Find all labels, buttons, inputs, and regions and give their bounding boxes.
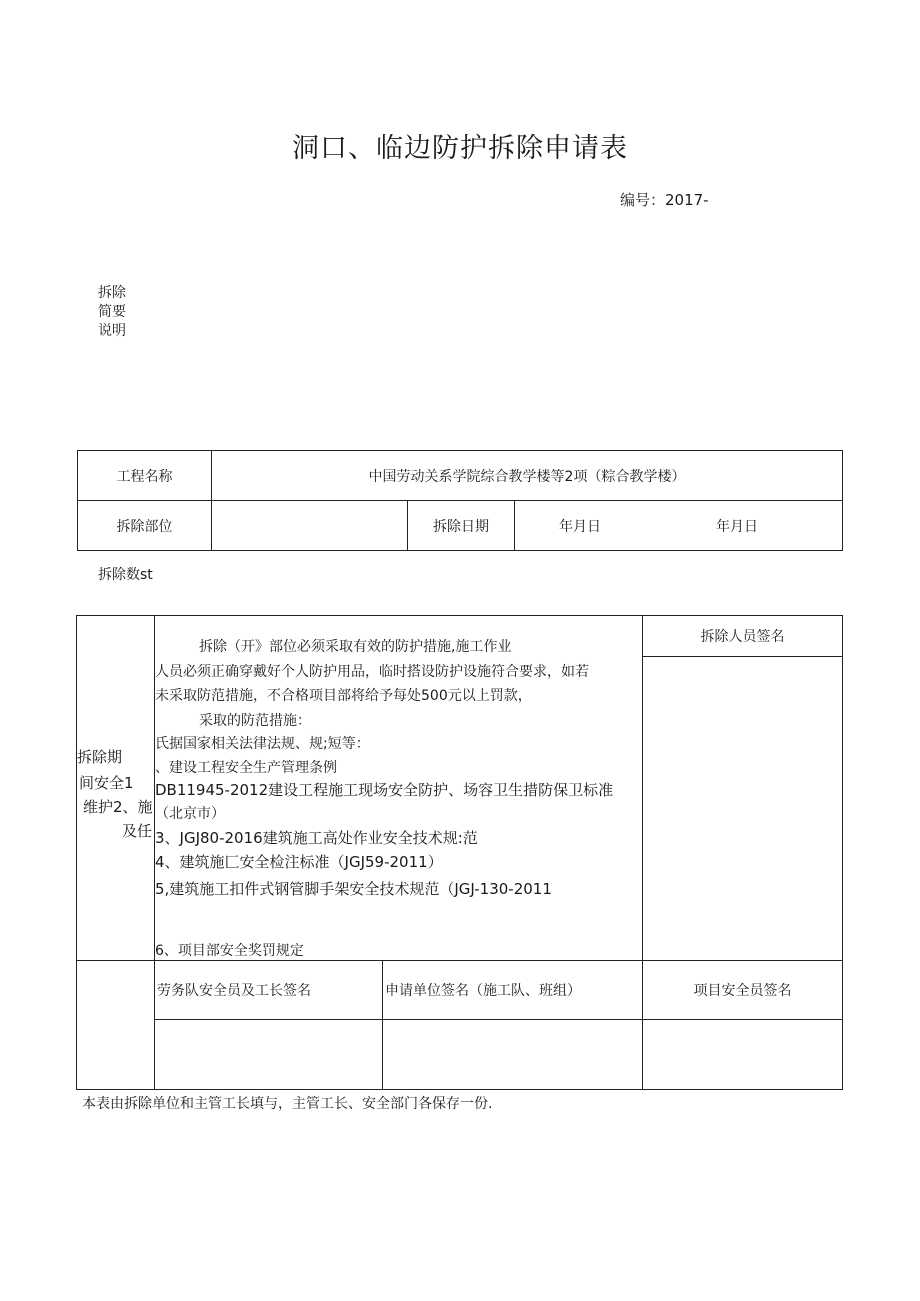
note-label-line: 简要 xyxy=(98,304,126,320)
removal-position-label: 拆除部位 xyxy=(78,501,212,551)
content-line: 拆除（开》部位必须采取有效的防护措施,施工作业 xyxy=(199,639,512,655)
labor-team-signature-label: 劳务队安全员及工长签名 xyxy=(155,961,383,1020)
note-label-line: 说明 xyxy=(98,323,126,339)
side-label-line: 维护2、施 xyxy=(83,798,153,816)
content-line: 未采取防范措施，不合格项目部将给予每处500元以上罚款， xyxy=(155,688,532,704)
sign-row-blank xyxy=(77,961,155,1090)
content-line: 6、项目部安全奖罚规定 xyxy=(155,943,304,959)
safety-officer-signature-field[interactable] xyxy=(643,1020,843,1090)
date-to: 年月日 xyxy=(716,519,758,535)
applicant-signature-label: 申请单位签名（施工队、班组） xyxy=(383,961,643,1020)
remover-signature-header: 拆除人员签名 xyxy=(643,616,843,657)
date-from: 年月日 xyxy=(559,519,601,535)
note-label-line: 拆除 xyxy=(98,285,126,301)
info-table xyxy=(77,450,843,551)
content-line: 人员必须正确穿戴好个人防护用品，临时搭设防护设施符合要求，如若 xyxy=(155,664,589,680)
form-title: 洞口、临边防护拆除申请表 xyxy=(292,133,628,164)
brief-description-label xyxy=(98,284,138,341)
safety-measures-content xyxy=(155,616,643,961)
safety-side-label xyxy=(77,616,155,961)
content-line: 采取的防范措施： xyxy=(199,713,311,729)
labor-team-signature-field[interactable] xyxy=(155,1020,383,1090)
footer-note: 本表由拆除单位和主管工长填与，主管工长、安全部门各保存一份. xyxy=(82,1096,493,1112)
content-line: 、建设工程安全生产管理条例 xyxy=(155,760,337,776)
project-name-label: 工程名称 xyxy=(78,451,212,501)
project-name-value[interactable]: 中国劳动关系学院综合教学楼等2项（粽合教学楼） xyxy=(212,451,843,501)
remover-signature-field[interactable] xyxy=(643,657,843,961)
safety-table xyxy=(76,615,843,1090)
content-line: 氏据国家相关法律法规、规;短等： xyxy=(155,736,370,752)
content-line: DB11945-2012建设工程施工现场安全防护、场容卫生措防保卫标准 xyxy=(155,781,614,799)
removal-date-field[interactable] xyxy=(515,501,843,551)
safety-officer-signature-label: 项目安全员签名 xyxy=(643,961,843,1020)
side-label-line: 间安全1 xyxy=(79,774,134,792)
side-label-line: 及任 xyxy=(122,822,153,840)
removal-count-label: 拆除数st xyxy=(98,567,153,583)
side-label-line: 拆除期 xyxy=(77,748,123,766)
content-line: 4、建筑施匚安全检注标准（JGJ59-2011） xyxy=(155,853,443,871)
content-line: 5,建筑施工扣件式钢管脚手架安全技术规范（JGJ-130-2011 xyxy=(155,880,552,898)
removal-position-field[interactable] xyxy=(212,501,408,551)
content-line: （北京市） xyxy=(155,806,225,822)
serial-number: 编号：2017- xyxy=(620,191,709,209)
applicant-signature-field[interactable] xyxy=(383,1020,643,1090)
content-line: 3、JGJ80-2016建筑施工高处作业安全技术规:范 xyxy=(155,829,478,847)
removal-date-label: 拆除日期 xyxy=(408,501,515,551)
